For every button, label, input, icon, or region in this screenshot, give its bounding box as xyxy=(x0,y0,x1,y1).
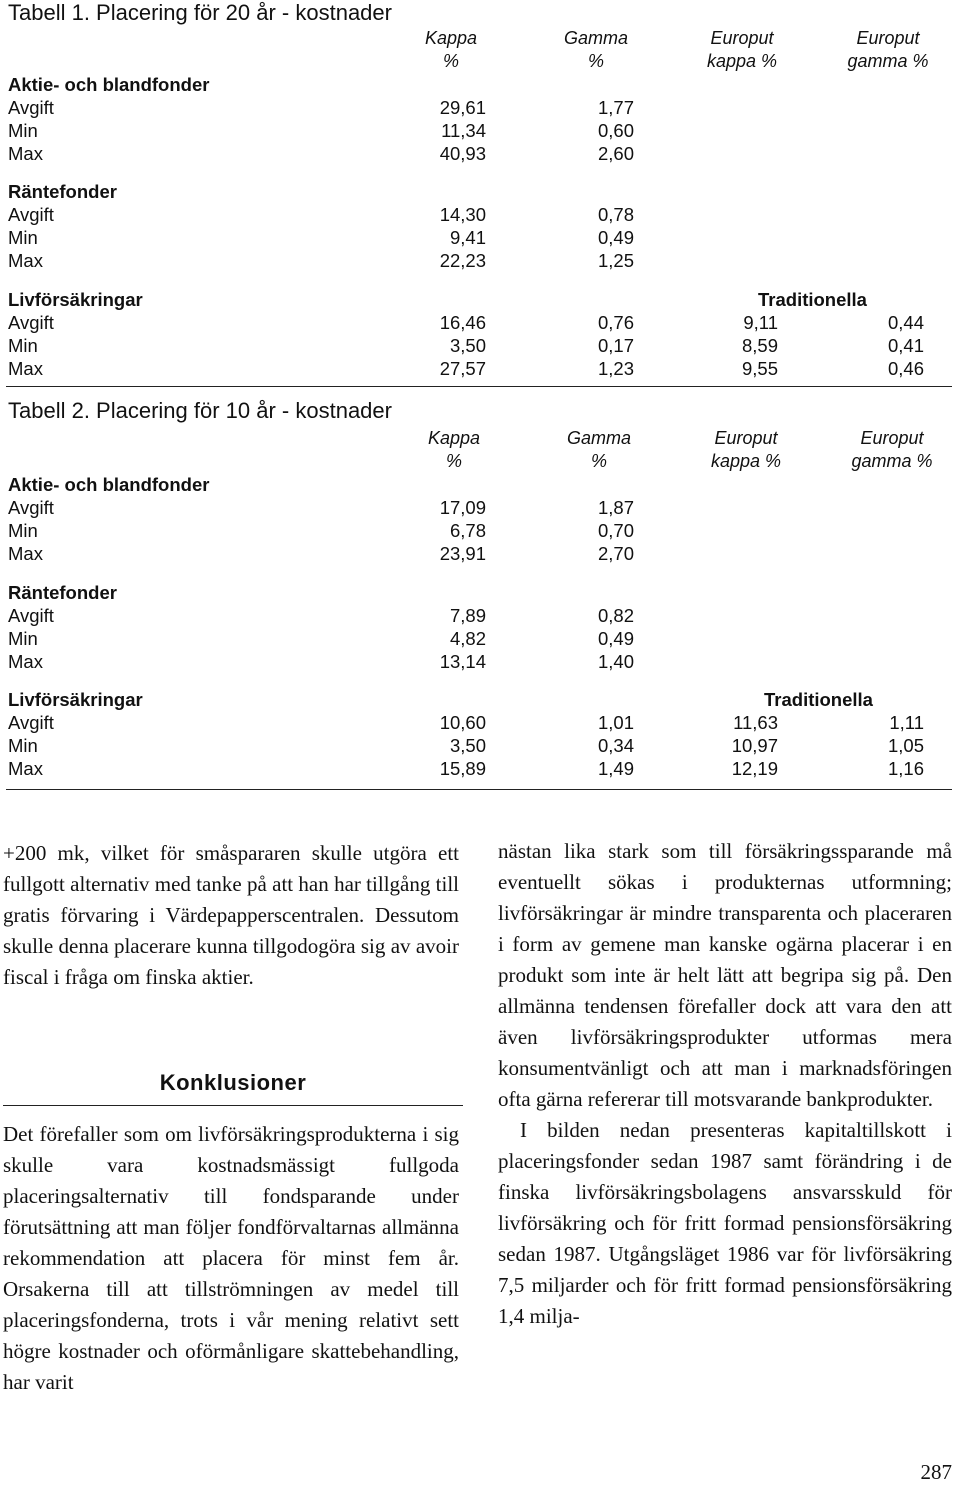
group-heading: Aktie- och blandfonder xyxy=(8,474,210,495)
table-row: Max 40,93 2,60 xyxy=(8,143,634,164)
table-row: Min 4,82 0,49 xyxy=(8,628,634,649)
group-heading: Aktie- och blandfonder xyxy=(8,74,210,95)
header-europut-kappa: Europut xyxy=(714,428,778,448)
heading-rule xyxy=(3,1105,463,1106)
table-row: Avgift 7,89 0,82 xyxy=(8,605,634,626)
table-row: Min 3,50 0,34 10,97 1,05 xyxy=(8,735,924,756)
group-heading: Livförsäkringar xyxy=(8,289,143,310)
table-row: Avgift 29,61 1,77 xyxy=(8,97,634,118)
section-heading: Konklusioner xyxy=(159,1070,307,1095)
page-number: 287 xyxy=(920,1460,952,1484)
header-europut-kappa-unit: kappa % xyxy=(710,451,782,471)
header-kappa: Kappa xyxy=(424,28,478,48)
right-paragraph-2: I bilden nedan presenteras kapitaltillskott i placeringsfonder sedan 1987 samt förändring i de finska livförsäkringsbolagens ansvarsskuld för livförsäkring och för fritt formad pensionsförsäkring sedan 1987. Utgångsläget 1986 var för livförsäkring 7,5 miljarder och för fritt formad pensionsförsäkring 1,4 milja- xyxy=(498,1118,952,1328)
group-heading: Räntefonder xyxy=(8,181,117,202)
table-row: Avgift 16,46 0,76 9,11 0,44 xyxy=(8,312,924,333)
header-gamma: Gamma xyxy=(563,28,628,48)
table-row: Max 23,91 2,70 xyxy=(8,543,634,564)
group-heading: Livförsäkringar xyxy=(8,689,143,710)
table-row: Avgift 14,30 0,78 xyxy=(8,204,634,225)
header-europut-gamma-unit: gamma % xyxy=(851,451,933,471)
table-row: Min 3,50 0,17 8,59 0,41 xyxy=(8,335,924,356)
table-row: Avgift 17,09 1,87 xyxy=(8,497,634,518)
header-europut-kappa: Europut xyxy=(710,28,774,48)
table-row: Max 22,23 1,25 xyxy=(8,250,634,271)
header-kappa-unit: % xyxy=(442,51,459,71)
group-heading: Räntefonder xyxy=(8,582,117,603)
right-paragraph-1: nästan lika stark som till försäkringssparande må eventuellt sökas i produkternas utformning; livförsäkringar är mindre transparenta och placeraren i form av gemene man kanske ogärna placerar i en produkt som inte är helt lätt att begripa sig på. Den allmänna tendensen förefaller dock att vara den att även livförsäkringsprodukter utformas mera konsumentvänligt och att man i marknadsföringen ofta gärna refererar till motsvarande bankprodukter. xyxy=(498,839,952,1111)
table-row: Min 11,34 0,60 xyxy=(8,120,634,141)
left-paragraph-2: Det förefaller som om livförsäkringsprodukterna i sig skulle vara kostnadsmässigt fullgoda placeringsalternativ till fondsparande under förutsättning att man följer fondförvaltarnas allmänna rekommendation att placera för minst fem år. Orsakerna till att tillströmningen av medel till placeringsfonderna, trots i vår mening relativt sett högre kostnader och oförmånligare skattebehandling, har varit xyxy=(3,1122,459,1394)
table-row: Min 9,41 0,49 xyxy=(8,227,634,248)
header-kappa-unit: % xyxy=(445,451,462,471)
header-gamma-unit: % xyxy=(587,51,604,71)
left-column xyxy=(3,0,463,1485)
table-1-title: Tabell 1. Placering för 20 år - kostnader xyxy=(8,0,392,25)
table-row: Max 15,89 1,49 12,19 1,16 xyxy=(8,758,924,779)
table-row: Max 13,14 1,40 xyxy=(8,651,634,672)
right-column xyxy=(498,0,954,1485)
table-row: Max 27,57 1,23 9,55 0,46 xyxy=(8,358,924,379)
header-gamma-unit: % xyxy=(590,451,607,471)
header-europut-kappa-unit: kappa % xyxy=(706,51,778,71)
traditionella-label: Traditionella xyxy=(764,689,873,710)
header-europut-gamma: Europut xyxy=(856,28,920,48)
table-row: Min 6,78 0,70 xyxy=(8,520,634,541)
left-paragraph-1: +200 mk, vilket för småspararen skulle utgöra ett fullgott alternativ med tanke på att han har tillgång till gratis förvaring i Värdepapperscentralen. Dessutom skulle denna placerare kunna tillgodogöra sig av avoir fiscal i fråga om finska aktier. xyxy=(3,841,459,989)
table-row: Avgift 10,60 1,01 11,63 1,11 xyxy=(8,712,924,733)
right-text xyxy=(498,836,952,1332)
header-kappa: Kappa xyxy=(427,428,481,448)
table-2-title: Tabell 2. Placering för 10 år - kostnader xyxy=(8,398,392,423)
header-gamma: Gamma xyxy=(566,428,631,448)
traditionella-label: Traditionella xyxy=(758,289,867,310)
header-europut-gamma-unit: gamma % xyxy=(847,51,929,71)
header-europut-gamma: Europut xyxy=(860,428,924,448)
